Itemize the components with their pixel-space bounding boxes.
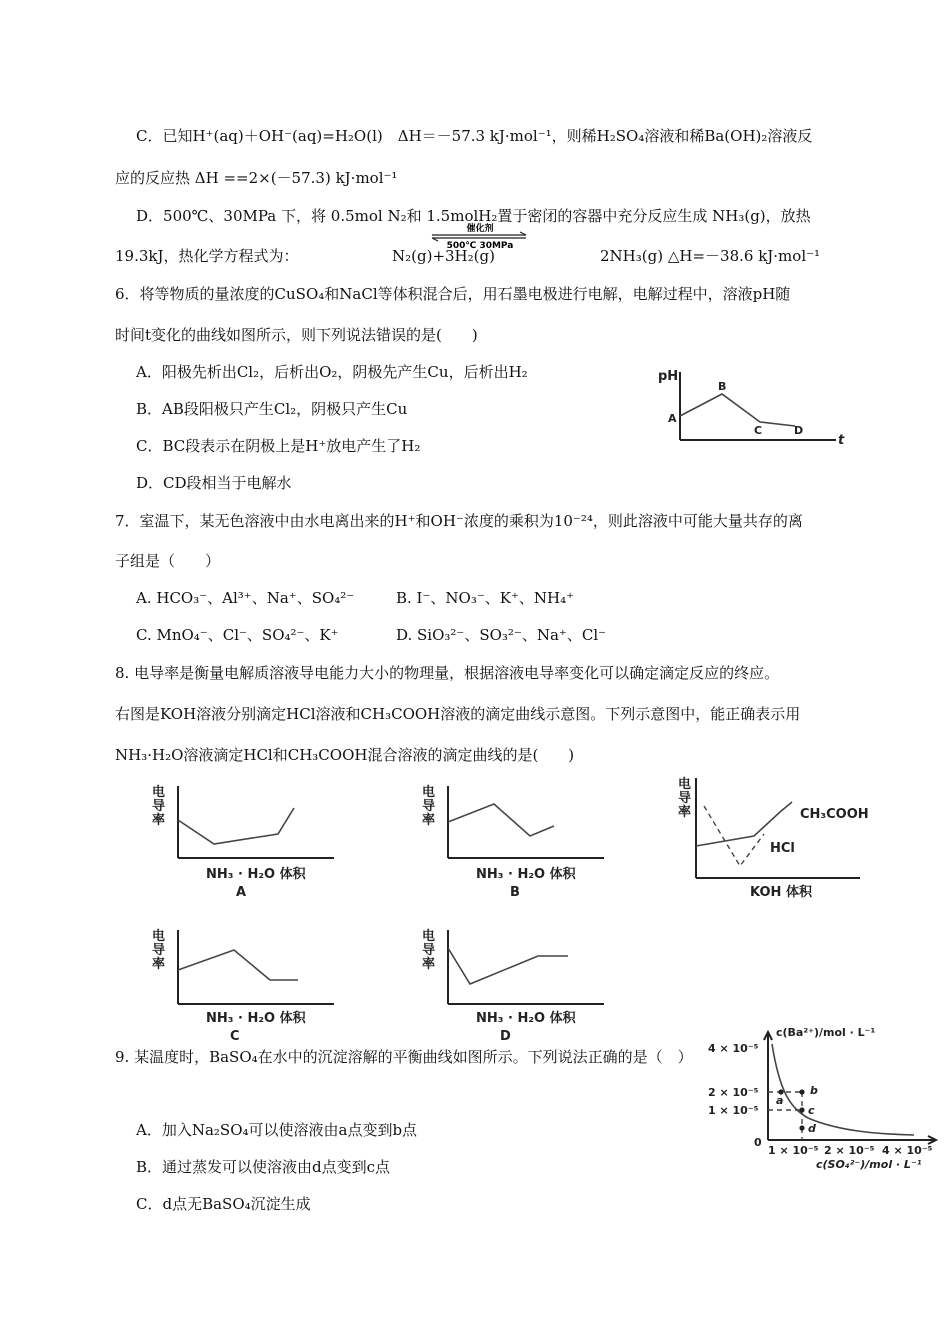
- q9-option-c: C．d点无BaSO₄沉淀生成: [136, 1195, 311, 1213]
- q8-graph-a-xlabel: NH₃ · H₂O 体积: [206, 867, 306, 882]
- q6-option-d: D．CD段相当于电解水: [136, 474, 292, 492]
- q7-option-d: D. SiO₃²⁻、SO₃²⁻、Na⁺、Cl⁻: [396, 626, 607, 644]
- q6-point-d: D: [794, 424, 804, 437]
- q8-stem-line1: 8. 电导率是衡量电解质溶液导电能力大小的物理量，根据溶液电导率变化可以确定滴定反应的终应。: [115, 664, 780, 682]
- q8-graph-a-ylabel-1: 电: [152, 785, 166, 800]
- q6-stem-line1: 6．将等物质的量浓度的CuSO₄和NaCl等体积混合后，用石墨电极进行电解，电解过程中，溶液pH随: [115, 285, 791, 303]
- q9-point-c-dot: [799, 1107, 804, 1112]
- q5-equilibrium-arrow: [430, 222, 530, 252]
- q6-ph-curve: [680, 394, 795, 426]
- q8-ref-hcl-label: HCl: [770, 841, 795, 856]
- q8-graph-b-curve: [448, 804, 554, 836]
- q9-option-b: B．通过蒸发可以使溶液由d点变到c点: [136, 1158, 391, 1176]
- q8-graph-a: [148, 782, 348, 900]
- q8-graph-d-ylabel-3: 率: [422, 957, 436, 972]
- q9-point-a: a: [776, 1094, 784, 1107]
- q9-origin: 0: [754, 1136, 762, 1149]
- q9-x-label: c(SO₄²⁻)/mol · L⁻¹: [816, 1158, 922, 1171]
- q5-equation-right: 2NH₃(g) △H=－38.6 kJ·mol⁻¹: [600, 247, 821, 265]
- q6-option-a: A．阳极先析出Cl₂，后析出O₂，阴极先产生Cu，后析出H₂: [136, 363, 528, 381]
- q8-graph-c-caption: C: [230, 1029, 240, 1044]
- q8-graph-c-xlabel: NH₃ · H₂O 体积: [206, 1011, 306, 1026]
- q8-reference-graph: [674, 774, 874, 904]
- q9-point-d: d: [808, 1122, 816, 1135]
- q8-stem-line3: NH₃·H₂O溶液滴定HCl和CH₃COOH混合溶液的滴定曲线的是( ): [115, 746, 575, 764]
- q5-option-c-line2: 应的反应热 ΔH ==2×(－57.3) kJ·mol⁻¹: [115, 169, 398, 187]
- q5-option-d-line2: 19.3kJ，热化学方程式为：: [115, 247, 299, 265]
- q5-option-c-line1: C．已知H⁺(aq)＋OH⁻(aq)=H₂O(l) ΔH＝－57.3 kJ·mol⁻¹，则稀H₂SO₄溶液和稀Ba(OH)₂溶液反: [136, 127, 813, 145]
- q8-graph-c-curve: [178, 950, 298, 980]
- q6-option-b: B．AB段阳极只产生Cl₂，阴极只产生Cu: [136, 400, 408, 418]
- q8-ref-ylabel-3: 率: [678, 805, 692, 820]
- q8-graph-d-caption: D: [500, 1029, 511, 1044]
- q6-point-a: A: [668, 412, 677, 425]
- q8-graph-b-ylabel-1: 电: [422, 785, 436, 800]
- q5-option-d-line1: D．500℃、30MPa 下，将 0.5mol N₂和 1.5molH₂置于密闭的容器中充分反应生成 NH₃(g)，放热: [136, 207, 811, 225]
- q9-point-c: c: [808, 1104, 815, 1117]
- q8-ref-xlabel: KOH 体积: [750, 885, 812, 900]
- q8-graph-d-ylabel-1: 电: [422, 929, 436, 944]
- q8-graph-d-xlabel: NH₃ · H₂O 体积: [476, 1011, 576, 1026]
- q6-point-b: B: [718, 380, 727, 393]
- q8-ref-ylabel-1: 电: [678, 777, 692, 792]
- q8-graph-a-ylabel-3: 率: [152, 813, 166, 828]
- q6-stem-line2: 时间t变化的曲线如图所示，则下列说法错误的是( ): [115, 326, 478, 344]
- q9-point-b-dot: [799, 1089, 804, 1094]
- q9-y-label: c(Ba²⁺)/mol · L⁻¹: [776, 1026, 876, 1039]
- q5-equation-left: N₂(g)+3H₂(g): [392, 247, 495, 265]
- q9-x-tick-1e5: 1 × 10⁻⁵: [768, 1144, 819, 1157]
- q9-solubility-graph: [696, 1024, 946, 1172]
- q8-graph-b-xlabel: NH₃ · H₂O 体积: [476, 867, 576, 882]
- q7-option-a: A. HCO₃⁻、Al³⁺、Na⁺、SO₄²⁻: [136, 589, 355, 607]
- q6-y-label: pH: [658, 369, 679, 384]
- q8-ref-ylabel-2: 导: [678, 791, 692, 806]
- q8-graph-d: [418, 926, 618, 1044]
- q8-graph-c-ylabel-1: 电: [152, 929, 166, 944]
- q9-point-d-dot: [799, 1125, 804, 1130]
- q7-option-c: C. MnO₄⁻、Cl⁻、SO₄²⁻、K⁺: [136, 626, 339, 644]
- q8-ref-ch3cooh-curve: [696, 802, 792, 846]
- q8-graph-a-curve: [178, 808, 294, 844]
- q5-condition-label: 500℃ 30MPa: [446, 241, 514, 251]
- q6-point-c: C: [754, 424, 763, 437]
- q9-x-tick-4e5: 4 × 10⁻⁵: [882, 1144, 933, 1157]
- q8-graph-d-curve: [448, 948, 568, 984]
- q9-y-tick-1e5: 1 × 10⁻⁵: [708, 1104, 759, 1117]
- q9-point-b: b: [810, 1084, 818, 1097]
- q8-ref-ch3cooh-label: CH₃COOH: [800, 807, 869, 822]
- q8-graph-b-caption: B: [510, 885, 520, 900]
- q9-y-tick-2e5: 2 × 10⁻⁵: [708, 1086, 759, 1099]
- q9-x-tick-2e5: 2 × 10⁻⁵: [824, 1144, 875, 1157]
- q8-graph-b-ylabel-2: 导: [422, 799, 436, 814]
- q9-y-tick-4e5: 4 × 10⁻⁵: [708, 1042, 759, 1055]
- q6-x-label: t: [838, 433, 845, 448]
- q8-graph-a-ylabel-2: 导: [152, 799, 166, 814]
- q8-graph-c-ylabel-3: 率: [152, 957, 166, 972]
- q7-stem-line1: 7．室温下，某无色溶液中由水电离出来的H⁺和OH⁻浓度的乘积为10⁻²⁴，则此溶液中可能大量共存的离: [115, 512, 803, 530]
- q7-option-b: B. I⁻、NO₃⁻、K⁺、NH₄⁺: [396, 589, 575, 607]
- q7-stem-line2: 子组是（ ）: [115, 552, 221, 570]
- q8-graph-b-ylabel-3: 率: [422, 813, 436, 828]
- q8-graph-a-caption: A: [236, 885, 247, 900]
- q8-graph-c-ylabel-2: 导: [152, 943, 166, 958]
- q9-stem: 9. 某温度时，BaSO₄在水中的沉淀溶解的平衡曲线如图所示。下列说法正确的是（ ）: [115, 1048, 693, 1066]
- q8-graph-d-ylabel-2: 导: [422, 943, 436, 958]
- q6-option-c: C．BC段表示在阴极上是H⁺放电产生了H₂: [136, 437, 421, 455]
- q6-ph-time-graph: [650, 366, 850, 450]
- q8-stem-line2: 右图是KOH溶液分别滴定HCl溶液和CH₃COOH溶液的滴定曲线示意图。下列示意图中，能正确表示用: [115, 705, 801, 723]
- q8-graph-b: [418, 782, 618, 900]
- q5-catalyst-label: 催化剂: [466, 224, 494, 234]
- q9-option-a: A．加入Na₂SO₄可以使溶液由a点变到b点: [136, 1121, 418, 1139]
- q9-equilibrium-curve: [772, 1044, 914, 1135]
- q8-graph-c: [148, 926, 348, 1044]
